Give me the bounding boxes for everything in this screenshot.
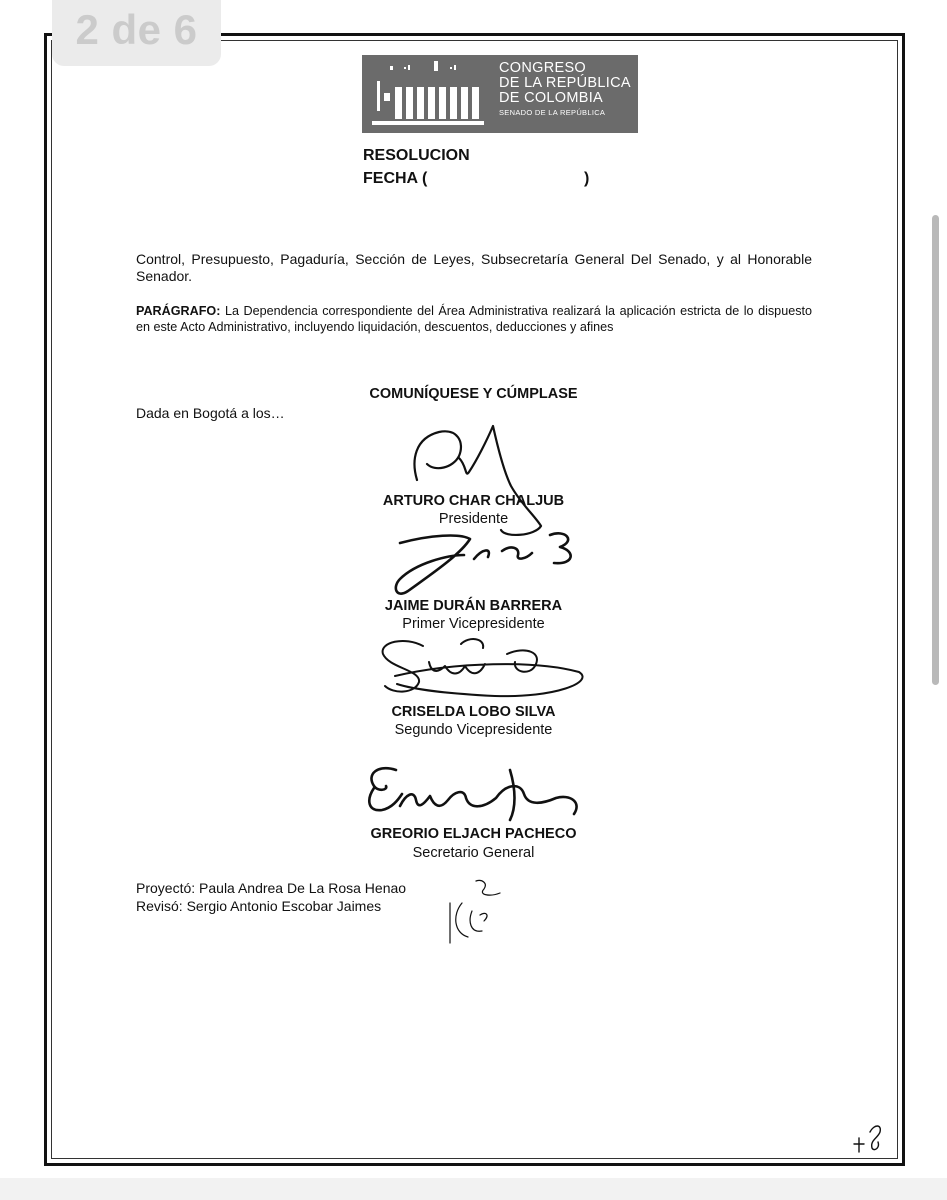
date-label: FECHA ( xyxy=(363,170,428,187)
signature-first-vice xyxy=(390,525,590,605)
scrollbar-thumb[interactable] xyxy=(932,215,939,685)
signatory-name: CRISELDA LOBO SILVA xyxy=(391,704,556,720)
resolution-title: RESOLUCION xyxy=(363,147,470,164)
signatory-role: Segundo Vicepresidente xyxy=(394,722,553,738)
logo-line-4: SENADO DE LA REPÚBLICA xyxy=(499,108,606,117)
signature-second-vice xyxy=(375,632,595,707)
capitol-emblem-icon xyxy=(368,59,488,129)
paragrafo-text: La Dependencia correspondiente del Área Administrativa realizará la aplicación estricta de lo dispuesto en este Acto Administrativo, incluyendo liquidación, descuentos, deducciones y afines xyxy=(136,304,812,334)
signatory-role: Presidente xyxy=(438,511,509,527)
body-continuation: Control, Presupuesto, Pagaduría, Sección de Leyes, Subsecretaría General Del Senado, y al Honorable Senador. xyxy=(136,251,812,284)
logo-line-2: DE LA REPÚBLICA xyxy=(499,75,631,91)
paragrafo xyxy=(136,303,812,335)
signatory-name: GREORIO ELJACH PACHECO xyxy=(370,826,577,842)
logo-line-1: CONGRESO xyxy=(499,60,586,76)
signatory-role: Secretario General xyxy=(412,845,535,861)
reviewed-by: Revisó: Sergio Antonio Escobar Jaimes xyxy=(136,898,382,914)
viewer-bottom-edge xyxy=(0,1178,947,1200)
closing-formula: COMUNÍQUESE Y CÚMPLASE xyxy=(369,386,578,402)
signature-secretary xyxy=(360,760,595,830)
congreso-logo xyxy=(362,55,638,133)
logo-wordmark xyxy=(499,61,631,118)
page-indicator: 2 de 6 xyxy=(52,0,221,66)
projected-by: Proyectó: Paula Andrea De La Rosa Henao xyxy=(136,880,407,896)
signatory-name: JAIME DURÁN BARRERA xyxy=(384,598,563,614)
date-close-paren: ) xyxy=(584,170,590,187)
signatory-role: Primer Vicepresidente xyxy=(402,616,545,632)
logo-line-3: DE COLOMBIA xyxy=(499,90,604,106)
dada-en-bogota: Dada en Bogotá a los… xyxy=(136,405,285,421)
initials-signature xyxy=(448,875,533,950)
signatory-name: ARTURO CHAR CHALJUB xyxy=(382,493,565,509)
paragrafo-label: PARÁGRAFO: xyxy=(136,304,221,318)
margin-initials xyxy=(848,1118,890,1158)
